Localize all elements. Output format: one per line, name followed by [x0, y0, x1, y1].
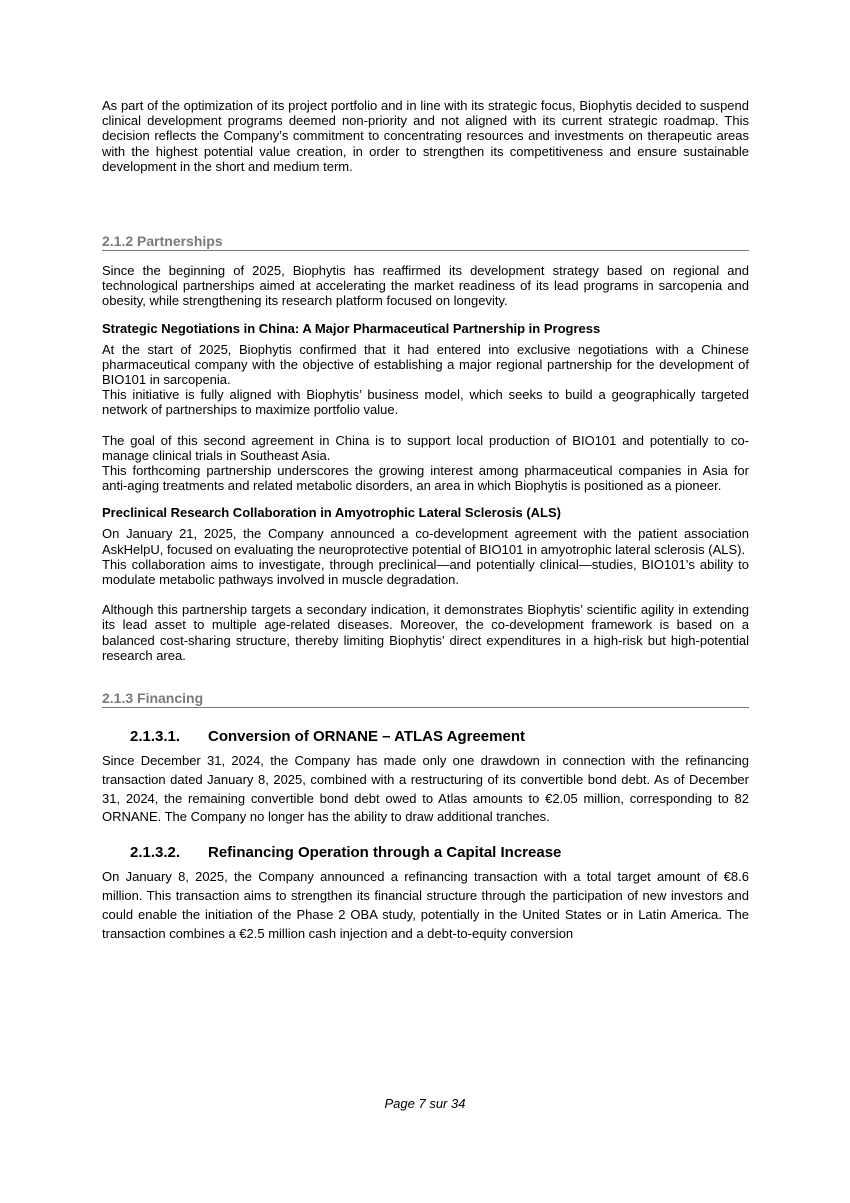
financing-paragraph-1: Since December 31, 2024, the Company has made only one drawdown in connection with the refinancing transaction dated January 8, 2025, combined with a restructuring of its convertible bond debt. As of December 31, 2024, the remaining convertible bond debt owed to Atlas amounts to €2.05 million, corresponding to 82 ORNANE. The Company no longer has the ability to draw additional tranches. [102, 753, 749, 825]
intro-paragraph: As part of the optimization of its project portfolio and in line with its strategic focus, Biophytis decided to suspend clinical development programs deemed non-priority and not aligned with its current strategic roadmap. This decision reflects the Company’s commitment to concentrating resources and investments on therapeutic areas with the highest potential value creation, in order to strengthen its competitiveness and ensure sustainable development in the short and medium term. [102, 98, 749, 174]
financing-section [102, 728, 749, 943]
china-paragraph-3: The goal of this second agreement in China is to support local production of BIO101 and potentially to co-manage clinical trials in Southeast Asia. [102, 432, 749, 463]
china-paragraph-4: This forthcoming partnership underscores the growing interest among pharmaceutical companies in Asia for anti-aging treatments and related metabolic disorders, an area in which Biophytis is positioned as a pioneer. [102, 463, 749, 494]
section-title-financing: 2.1.3 Financing [102, 689, 749, 708]
china-paragraph-2: This initiative is fully aligned with Biophytis’ business model, which seeks to build a geographically targeted network of partnerships to maximize portfolio value. [102, 387, 749, 418]
als-heading: Preclinical Research Collaboration in Amyotrophic Lateral Sclerosis (ALS) [102, 505, 561, 521]
financing-subheading-2 [130, 844, 749, 862]
als-paragraph-3: Although this partnership targets a secondary indication, it demonstrates Biophytis’ scientific agility in extending its lead asset to multiple age-related diseases. Moreover, the co-development framework is based on a balanced cost-sharing structure, thereby limiting Biophytis’ direct expenditures in a high-risk but high-potential research area. [102, 602, 749, 663]
china-paragraph-1: At the start of 2025, Biophytis confirmed that it had entered into exclusive negotiations with a Chinese pharmaceutical company with the objective of establishing a major regional partnership for the development of BIO101 in sarcopenia. [102, 341, 749, 388]
page-number-footer: Page 7 sur 34 [384, 1096, 466, 1111]
partnerships-intro: Since the beginning of 2025, Biophytis has reaffirmed its development strategy based on regional and technological partnerships aimed at accelerating the market readiness of its lead programs in sarcopenia and obesity, while strengthening its research platform focused on longevity. [102, 263, 749, 309]
section-title-partnerships: 2.1.2 Partnerships [102, 232, 749, 251]
financing-paragraph-2: On January 8, 2025, the Company announced a refinancing transaction with a total target amount of €8.6 million. This transaction aims to strengthen its financial structure through the participation of new investors and could enable the initiation of the Phase 2 OBA study, potentially in the United States or in Latin America. The transaction combines a €2.5 million cash injection and a debt-to-equity conversion [102, 869, 749, 941]
subheading-number: 2.1.3.1. [130, 728, 181, 746]
als-paragraph-2: This collaboration aims to investigate, through preclinical—and potentially clinical—studies, BIO101’s ability to modulate metabolic pathways involved in muscle degradation. [102, 556, 749, 588]
als-paragraph-1: On January 21, 2025, the Company announced a co-development agreement with the patient association AskHelpU, focused on evaluating the neuroprotective potential of BIO101 in amyotrophic lateral sclerosis (ALS). [102, 526, 749, 557]
subheading-title: Conversion of ORNANE – ATLAS Agreement [208, 728, 525, 746]
subheading-title: Refinancing Operation through a Capital Increase [208, 844, 562, 862]
financing-subheading-1 [130, 728, 749, 746]
china-heading: Strategic Negotiations in China: A Major Pharmaceutical Partnership in Progress [102, 320, 601, 336]
document-page [102, 98, 749, 943]
subheading-number: 2.1.3.2. [130, 844, 181, 862]
